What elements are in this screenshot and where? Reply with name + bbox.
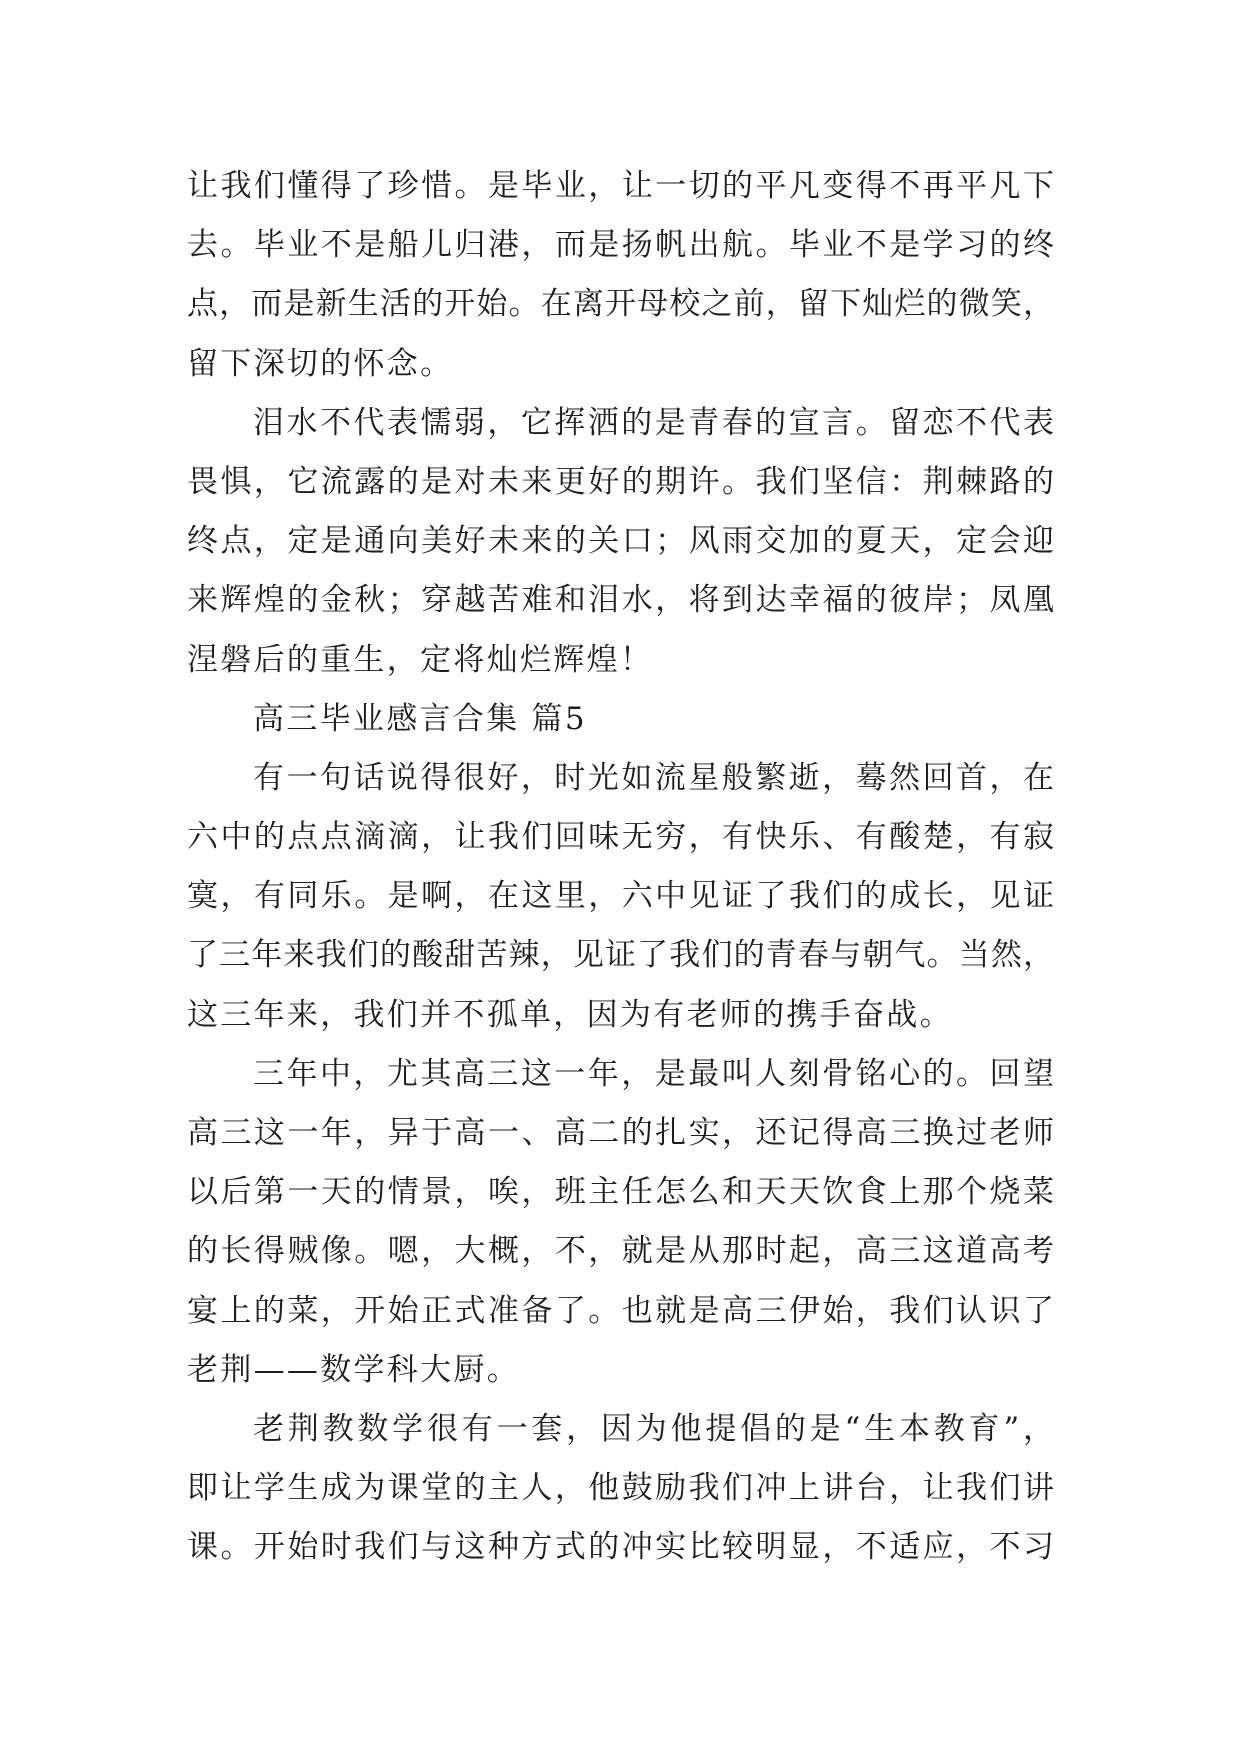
text-line: 高三这一年，异于高一、高二的扎实，还记得高三换过老师 xyxy=(187,1115,1054,1151)
paragraph xyxy=(187,157,1054,394)
text-line: 涅磐后的重生，定将灿烂辉煌！ xyxy=(187,641,654,678)
text-line: 让我们懂得了珍惜。是毕业，让一切的平凡变得不再平凡下 xyxy=(187,168,1054,204)
section-heading: 高三毕业感言合集 篇5 xyxy=(253,700,587,737)
text-line: 有一句话说得很好，时光如流星般繁逝，蓦然回首，在 xyxy=(253,759,1054,796)
text-line: 去。毕业不是船儿归港，而是扬帆出航。毕业不是学习的终 xyxy=(187,227,1054,264)
text-line: 寞，有同乐。是啊，在这里，六中见证了我们的成长，见证 xyxy=(187,878,1054,915)
text-line: 了三年来我们的酸甜苦辣，见证了我们的青春与朝气。当然， xyxy=(187,937,1054,974)
text-line: 来辉煌的金秋；穿越苦难和泪水，将到达幸福的彼岸；凤凰 xyxy=(187,582,1054,619)
text-line: 畏惧，它流露的是对未来更好的期许。我们坚信：荆棘路的 xyxy=(187,463,1054,500)
text-line: 课。开始时我们与这种方式的冲实比较明显，不适应，不习 xyxy=(187,1529,1054,1566)
text-line: 的长得贼像。嗯，大概，不，就是从那时起，高三这道高考 xyxy=(187,1233,1054,1270)
text-line: 泪水不代表懦弱，它挥洒的是青春的宣言。留恋不代表 xyxy=(253,404,1054,441)
text-line: 宴上的菜，开始正式准备了。也就是高三伊始，我们认识了 xyxy=(187,1292,1054,1329)
text-line: 老荆——数学科大厨。 xyxy=(187,1351,520,1388)
paragraph xyxy=(187,1400,1054,1578)
document-body xyxy=(187,157,1054,1578)
paragraph xyxy=(187,394,1054,690)
text-line: 点，而是新生活的开始。在离开母校之前，留下灿烂的微笑， xyxy=(187,286,1054,323)
text-line: 六中的点点滴滴，让我们回味无穷，有快乐、有酸楚，有寂 xyxy=(187,819,1054,856)
paragraph xyxy=(187,1045,1054,1400)
text-line: 老荆教数学很有一套，因为他提倡的是“生本教育”， xyxy=(253,1410,1054,1447)
text-line: 以后第一天的情景，唉，班主任怎么和天天饮食上那个烧菜 xyxy=(187,1174,1054,1211)
paragraph xyxy=(187,749,1054,1045)
text-line: 即让学生成为课堂的主人，他鼓励我们冲上讲台，让我们讲 xyxy=(187,1470,1054,1507)
text-line: 三年中，尤其高三这一年，是最叫人刻骨铭心的。回望 xyxy=(253,1055,1054,1092)
text-line: 留下深切的怀念。 xyxy=(187,345,454,382)
text-line: 这三年来，我们并不孤单，因为有老师的携手奋战。 xyxy=(187,996,953,1033)
text-line: 终点，定是通向美好未来的关口；风雨交加的夏天，定会迎 xyxy=(187,523,1054,560)
